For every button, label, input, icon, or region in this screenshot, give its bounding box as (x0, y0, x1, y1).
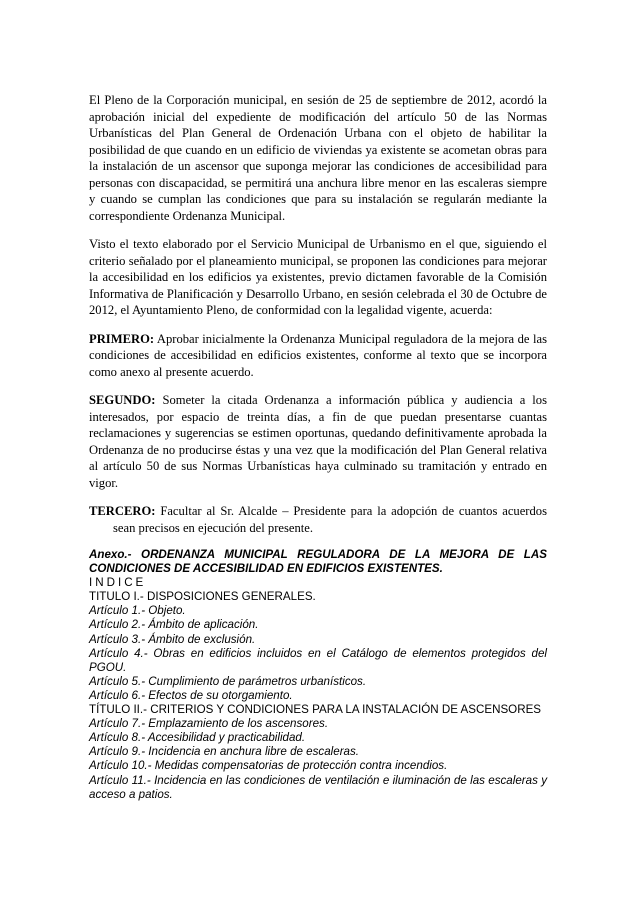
tercero-label: TERCERO: (89, 504, 156, 518)
index-item: Artículo 2.- Ámbito de aplicación. (89, 618, 259, 632)
index-item: Artículo 4.- Obras en edificios incluidos en el Catálogo de elementos protegidos del PGOU. (89, 646, 547, 674)
index-item: Artículo 1.- Objeto. (89, 604, 186, 618)
index-item: Artículo 7.- Emplazamiento de los ascensores. (89, 717, 329, 731)
paragraph-pleno: El Pleno de la Corporación municipal, en sesión de 25 de septiembre de 2012, acordó la aprobación inicial del expediente de modificación del artículo 50 de las Normas Urbanísticas del Plan General de Ordenación Urbana con el objeto de habilitar la posibilidad de que cuando en un edificio de viviendas ya existente se acometan obras para la instalación de un ascensor que suponga mejorar las condiciones de accesibilidad para personas con discapacidad, se permitirá una anchura libre menor en las escaleras siempre y cuando se cumplan las condiciones que para su instalación se regularán mediante la correspondiente Ordenanza Municipal. (89, 93, 547, 223)
segundo-label: SEGUNDO: (89, 393, 156, 407)
document-page (89, 92, 547, 802)
primero-label: PRIMERO: (89, 331, 155, 346)
index-item: Artículo 6.- Efectos de su otorgamiento. (89, 688, 293, 702)
resolution-segundo (89, 392, 547, 491)
index-item: Artículo 11.- Incidencia en las condiciones de ventilación e iluminación de las escaleras y acceso a patios. (89, 773, 547, 801)
index-item: TÍTULO II.- CRITERIOS Y CONDICIONES PARA LA INSTALACIÓN DE ASCENSORES (89, 703, 542, 717)
tercero-text: Facultar al Sr. Alcalde – Presidente para la adopción de cuantos acuerdos sean precisos en ejecución del presente. (113, 504, 547, 535)
segundo-text: Someter la citada Ordenanza a información pública y audiencia a los interesados, por espacio de treinta días, a fin de que puedan presentarse cuantas reclamaciones y sugerencias se estimen oportunas, quedando definitivamente aprobada la Ordenanza de no producirse éstas y una vez que la modificación del Plan General relativa al artículo 50 de sus Normas Urbanísticas haya culminado su tramitación y entrado en vigor. (89, 393, 547, 490)
index-item: TITULO I.- DISPOSICIONES GENERALES. (89, 590, 316, 604)
paragraph-visto: Visto el texto elaborado por el Servicio Municipal de Urbanismo en el que, siguiendo el criterio señalado por el planeamiento municipal, se proponen las condiciones para mejorar la accesibilidad en los edificios ya existentes, previo dictamen favorable de la Comisión Informativa de Planificación y Desarrollo Urbano, en sesión celebrada el 30 de Octubre de 2012, el Ayuntamiento Pleno, de conformidad con la legalidad vigente, acuerda: (89, 237, 547, 317)
index-item: Artículo 9.- Incidencia en anchura libre de escaleras. (89, 745, 360, 759)
index-heading: INDICE (89, 576, 147, 590)
index-item: Artículo 10.- Medidas compensatorias de protección contra incendios. (89, 759, 448, 773)
index-list (89, 590, 547, 801)
resolution-primero (89, 331, 547, 381)
index-item: Artículo 3.- Ámbito de exclusión. (89, 632, 256, 646)
index-item: Artículo 8.- Accesibilidad y practicabilidad. (89, 731, 306, 745)
resolution-tercero (89, 503, 547, 536)
annex-title: Anexo.- ORDENANZA MUNICIPAL REGULADORA DE LA MEJORA DE LAS CONDICIONES DE ACCESIBILIDAD EN EDIFICIOS EXISTENTES. (89, 548, 547, 576)
primero-text: Aprobar inicialmente la Ordenanza Municipal reguladora de la mejora de las condiciones de accesibilidad en edificios existentes, conforme al texto que se incorpora como anexo al presente acuerdo. (89, 331, 547, 379)
index-item: Artículo 5.- Cumplimiento de parámetros urbanísticos. (89, 674, 367, 688)
